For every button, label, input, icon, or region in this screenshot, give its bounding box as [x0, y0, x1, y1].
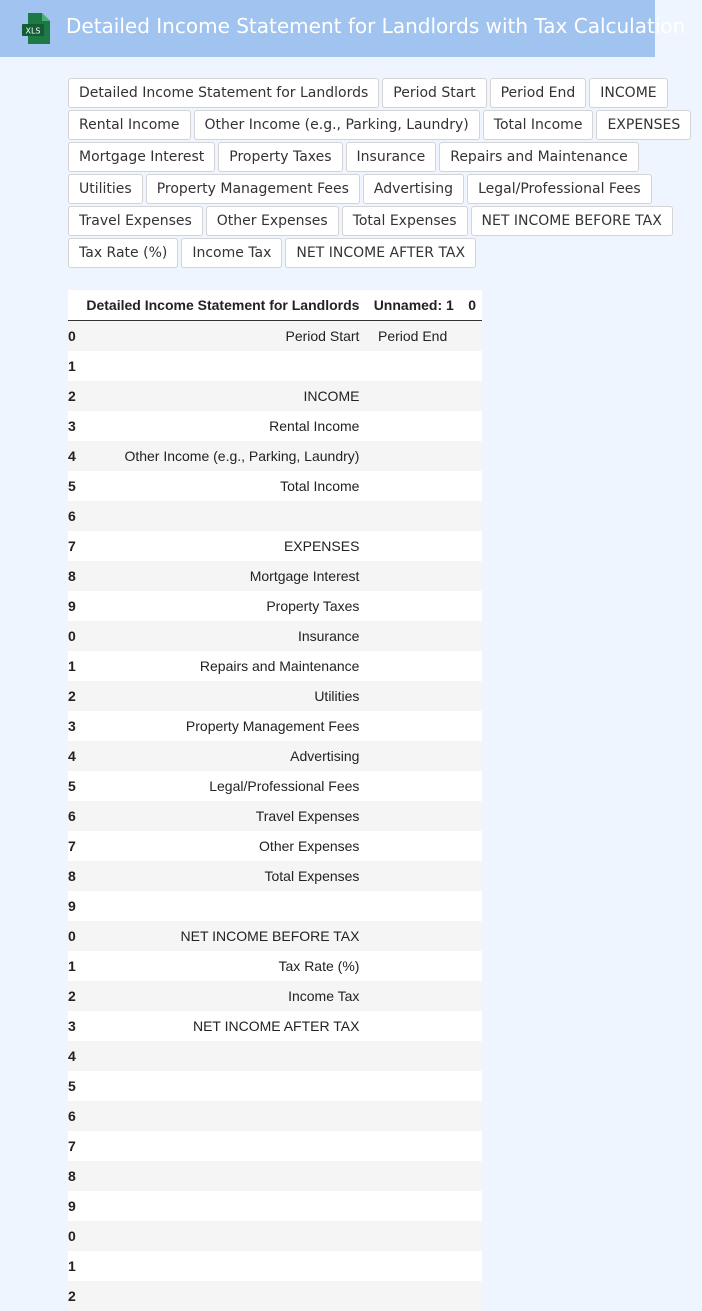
table-row [68, 651, 482, 681]
cell[interactable] [365, 1041, 459, 1071]
cell[interactable]: NET INCOME BEFORE TAX [180, 928, 360, 944]
cell[interactable] [460, 471, 482, 501]
cell[interactable] [460, 1131, 482, 1161]
row-index: 8 [68, 1168, 76, 1184]
cell[interactable] [76, 351, 366, 381]
cell[interactable] [460, 1251, 482, 1281]
row-index: 1 [68, 658, 76, 674]
cell[interactable] [365, 561, 459, 591]
column-chip[interactable]: Repairs and Maintenance [439, 142, 639, 172]
row-index: 2 [68, 688, 76, 704]
table-row [68, 351, 482, 381]
cell[interactable] [460, 621, 482, 651]
table-row [68, 1191, 482, 1221]
column-chip[interactable]: Advertising [363, 174, 464, 204]
table-row [68, 711, 482, 741]
row-index: 8 [68, 568, 76, 584]
cell[interactable] [365, 381, 459, 411]
cell[interactable] [460, 651, 482, 681]
row-index: 5 [68, 1078, 76, 1094]
table-row [68, 381, 482, 411]
row-index: 3 [68, 718, 76, 734]
cell[interactable]: Repairs and Maintenance [199, 658, 360, 674]
row-index: 1 [68, 358, 76, 374]
row-index: 3 [68, 1018, 76, 1034]
cell[interactable] [76, 1221, 366, 1251]
data-table-container[interactable] [68, 290, 482, 1304]
table-row [68, 1101, 482, 1131]
cell[interactable] [76, 501, 366, 531]
row-index: 5 [68, 778, 76, 794]
cell[interactable] [365, 411, 459, 441]
cell[interactable]: Rental Income [269, 418, 360, 434]
data-table [68, 290, 482, 1311]
table-row [68, 1281, 482, 1311]
row-index: 6 [68, 508, 76, 524]
cell[interactable] [460, 1281, 482, 1311]
cell[interactable] [365, 891, 459, 921]
table-row [68, 921, 482, 951]
cell[interactable]: Advertising [290, 748, 360, 764]
cell[interactable] [365, 1071, 459, 1101]
row-index: 8 [68, 868, 76, 884]
cell[interactable]: EXPENSES [283, 538, 360, 554]
row-index: 7 [68, 1138, 76, 1154]
cell[interactable]: Total Income [280, 478, 360, 494]
cell[interactable] [460, 1071, 482, 1101]
column-chip[interactable]: Utilities [68, 174, 143, 204]
cell[interactable] [460, 321, 482, 352]
cell[interactable] [76, 1191, 366, 1221]
row-index: 4 [68, 448, 76, 464]
cell[interactable] [460, 1191, 482, 1221]
column-chip[interactable]: Property Management Fees [146, 174, 360, 204]
cell[interactable] [365, 1131, 459, 1161]
cell[interactable] [460, 561, 482, 591]
table-row [68, 951, 482, 981]
cell[interactable]: Legal/Professional Fees [209, 778, 360, 794]
page-title: Detailed Income Statement for Landlords with Tax Calculation [66, 14, 686, 38]
row-index: 9 [68, 898, 76, 914]
row-index: 6 [68, 808, 76, 824]
cell[interactable] [365, 1251, 459, 1281]
cell[interactable] [460, 411, 482, 441]
table-row [68, 1221, 482, 1251]
cell[interactable] [460, 951, 482, 981]
column-chip[interactable]: Period Start [382, 78, 486, 108]
cell[interactable] [460, 711, 482, 741]
cell[interactable] [365, 1191, 459, 1221]
cell[interactable] [460, 801, 482, 831]
cell[interactable] [365, 801, 459, 831]
row-index: 9 [68, 1198, 76, 1214]
column-chip[interactable]: Income Tax [181, 238, 282, 268]
cell[interactable]: Other Income (e.g., Parking, Laundry) [124, 448, 360, 464]
cell[interactable] [460, 861, 482, 891]
cell[interactable] [460, 1221, 482, 1251]
column-chip[interactable]: Travel Expenses [68, 206, 203, 236]
cell[interactable]: Period Start [285, 328, 360, 344]
table-row [68, 1071, 482, 1101]
cell[interactable] [460, 441, 482, 471]
row-index: 3 [68, 418, 76, 434]
cell[interactable] [460, 981, 482, 1011]
column-chip[interactable]: Tax Rate (%) [68, 238, 178, 268]
row-index: 1 [68, 1258, 76, 1274]
cell[interactable] [365, 1101, 459, 1131]
table-header-row [68, 290, 482, 321]
cell[interactable] [365, 711, 459, 741]
row-index: 6 [68, 1108, 76, 1124]
column-chip[interactable]: Legal/Professional Fees [467, 174, 652, 204]
cell[interactable] [365, 591, 459, 621]
column-chip[interactable]: Total Expenses [342, 206, 468, 236]
table-row [68, 891, 482, 921]
cell[interactable] [365, 771, 459, 801]
cell[interactable] [460, 891, 482, 921]
column-chip[interactable]: INCOME [589, 78, 667, 108]
column-chip[interactable]: EXPENSES [596, 110, 691, 140]
row-index: 5 [68, 478, 76, 494]
column-chip[interactable]: NET INCOME BEFORE TAX [471, 206, 673, 236]
cell[interactable]: Mortgage Interest [249, 568, 360, 584]
cell[interactable] [460, 591, 482, 621]
cell[interactable] [365, 1281, 459, 1311]
column-header[interactable]: 0 [460, 290, 482, 321]
column-header[interactable]: Detailed Income Statement for Landlords [76, 290, 366, 321]
cell[interactable] [460, 831, 482, 861]
cell[interactable]: Period End [377, 328, 448, 344]
xls-file-icon [22, 13, 50, 44]
row-index: 7 [68, 538, 76, 554]
table-row [68, 981, 482, 1011]
cell[interactable] [460, 921, 482, 951]
cell[interactable]: Total Expenses [264, 868, 360, 884]
cell[interactable] [460, 351, 482, 381]
table-row [68, 621, 482, 651]
table-row [68, 411, 482, 441]
column-header[interactable]: Unnamed: 1 [365, 290, 459, 321]
table-row [68, 741, 482, 771]
cell[interactable] [365, 951, 459, 981]
cell[interactable] [365, 531, 459, 561]
column-chip-list [68, 78, 698, 268]
cell[interactable]: Property Management Fees [185, 718, 360, 734]
row-index: 2 [68, 1288, 76, 1304]
cell[interactable] [365, 831, 459, 861]
row-index: 2 [68, 988, 76, 1004]
cell[interactable] [460, 1041, 482, 1071]
column-chip[interactable]: Detailed Income Statement for Landlords [68, 78, 379, 108]
table-row [68, 861, 482, 891]
cell[interactable] [365, 501, 459, 531]
cell[interactable] [460, 741, 482, 771]
column-chip[interactable]: Period End [490, 78, 587, 108]
cell[interactable]: Insurance [297, 628, 360, 644]
cell[interactable] [365, 1161, 459, 1191]
table-row [68, 501, 482, 531]
table-row [68, 1131, 482, 1161]
row-index: 0 [68, 1228, 76, 1244]
cell[interactable] [365, 1221, 459, 1251]
row-index: 4 [68, 1048, 76, 1064]
cell[interactable] [365, 981, 459, 1011]
column-chip[interactable]: NET INCOME AFTER TAX [285, 238, 476, 268]
table-row [68, 591, 482, 621]
cell[interactable]: Property Taxes [266, 598, 360, 614]
row-index: 4 [68, 748, 76, 764]
table-row [68, 561, 482, 591]
cell[interactable] [76, 1041, 366, 1071]
column-chip[interactable]: Property Taxes [218, 142, 342, 172]
cell[interactable] [365, 651, 459, 681]
column-chip[interactable]: Mortgage Interest [68, 142, 215, 172]
table-row [68, 681, 482, 711]
cell[interactable] [460, 381, 482, 411]
cell[interactable] [365, 621, 459, 651]
xls-icon-label: XLS [25, 26, 41, 36]
cell[interactable] [365, 921, 459, 951]
cell[interactable] [365, 351, 459, 381]
cell[interactable] [76, 891, 366, 921]
table-row [68, 531, 482, 561]
table-row [68, 801, 482, 831]
cell[interactable] [76, 1281, 366, 1311]
cell[interactable] [365, 861, 459, 891]
cell[interactable] [460, 1101, 482, 1131]
cell[interactable] [460, 501, 482, 531]
row-index: 0 [68, 928, 76, 944]
title-bar [0, 0, 686, 57]
row-index: 7 [68, 838, 76, 854]
cell[interactable]: INCOME [303, 388, 360, 404]
cell[interactable] [460, 681, 482, 711]
cell[interactable]: Income Tax [288, 988, 360, 1004]
table-row [68, 771, 482, 801]
cell[interactable] [365, 471, 459, 501]
cell[interactable]: Other Expenses [259, 838, 360, 854]
table-row [68, 1011, 482, 1041]
column-chip[interactable]: Insurance [346, 142, 437, 172]
column-chip[interactable]: Other Income (e.g., Parking, Laundry) [194, 110, 480, 140]
column-chip[interactable]: Other Expenses [206, 206, 339, 236]
cell[interactable] [365, 1011, 459, 1041]
table-row [68, 1041, 482, 1071]
table-row [68, 321, 482, 352]
cell[interactable] [365, 741, 459, 771]
row-index: 2 [68, 388, 76, 404]
row-index: 9 [68, 598, 76, 614]
cell[interactable] [460, 1011, 482, 1041]
cell[interactable]: NET INCOME AFTER TAX [192, 1018, 360, 1034]
table-row [68, 831, 482, 861]
cell[interactable] [365, 681, 459, 711]
row-index: 0 [68, 628, 76, 644]
cell[interactable]: Travel Expenses [255, 808, 360, 824]
row-index: 0 [68, 328, 76, 344]
index-header [68, 290, 76, 321]
cell[interactable] [76, 1131, 366, 1161]
column-chip[interactable]: Total Income [483, 110, 594, 140]
cell[interactable]: Tax Rate (%) [278, 958, 360, 974]
cell[interactable] [365, 441, 459, 471]
cell[interactable] [460, 531, 482, 561]
table-row [68, 1251, 482, 1281]
cell[interactable] [76, 1071, 366, 1101]
cell[interactable]: Utilities [314, 688, 360, 704]
table-row [68, 471, 482, 501]
table-row [68, 1161, 482, 1191]
table-row [68, 441, 482, 471]
row-index: 1 [68, 958, 76, 974]
cell[interactable] [76, 1161, 366, 1191]
cell[interactable] [460, 771, 482, 801]
column-chip[interactable]: Rental Income [68, 110, 191, 140]
cell[interactable] [76, 1101, 366, 1131]
cell[interactable] [460, 1161, 482, 1191]
cell[interactable] [76, 1251, 366, 1281]
